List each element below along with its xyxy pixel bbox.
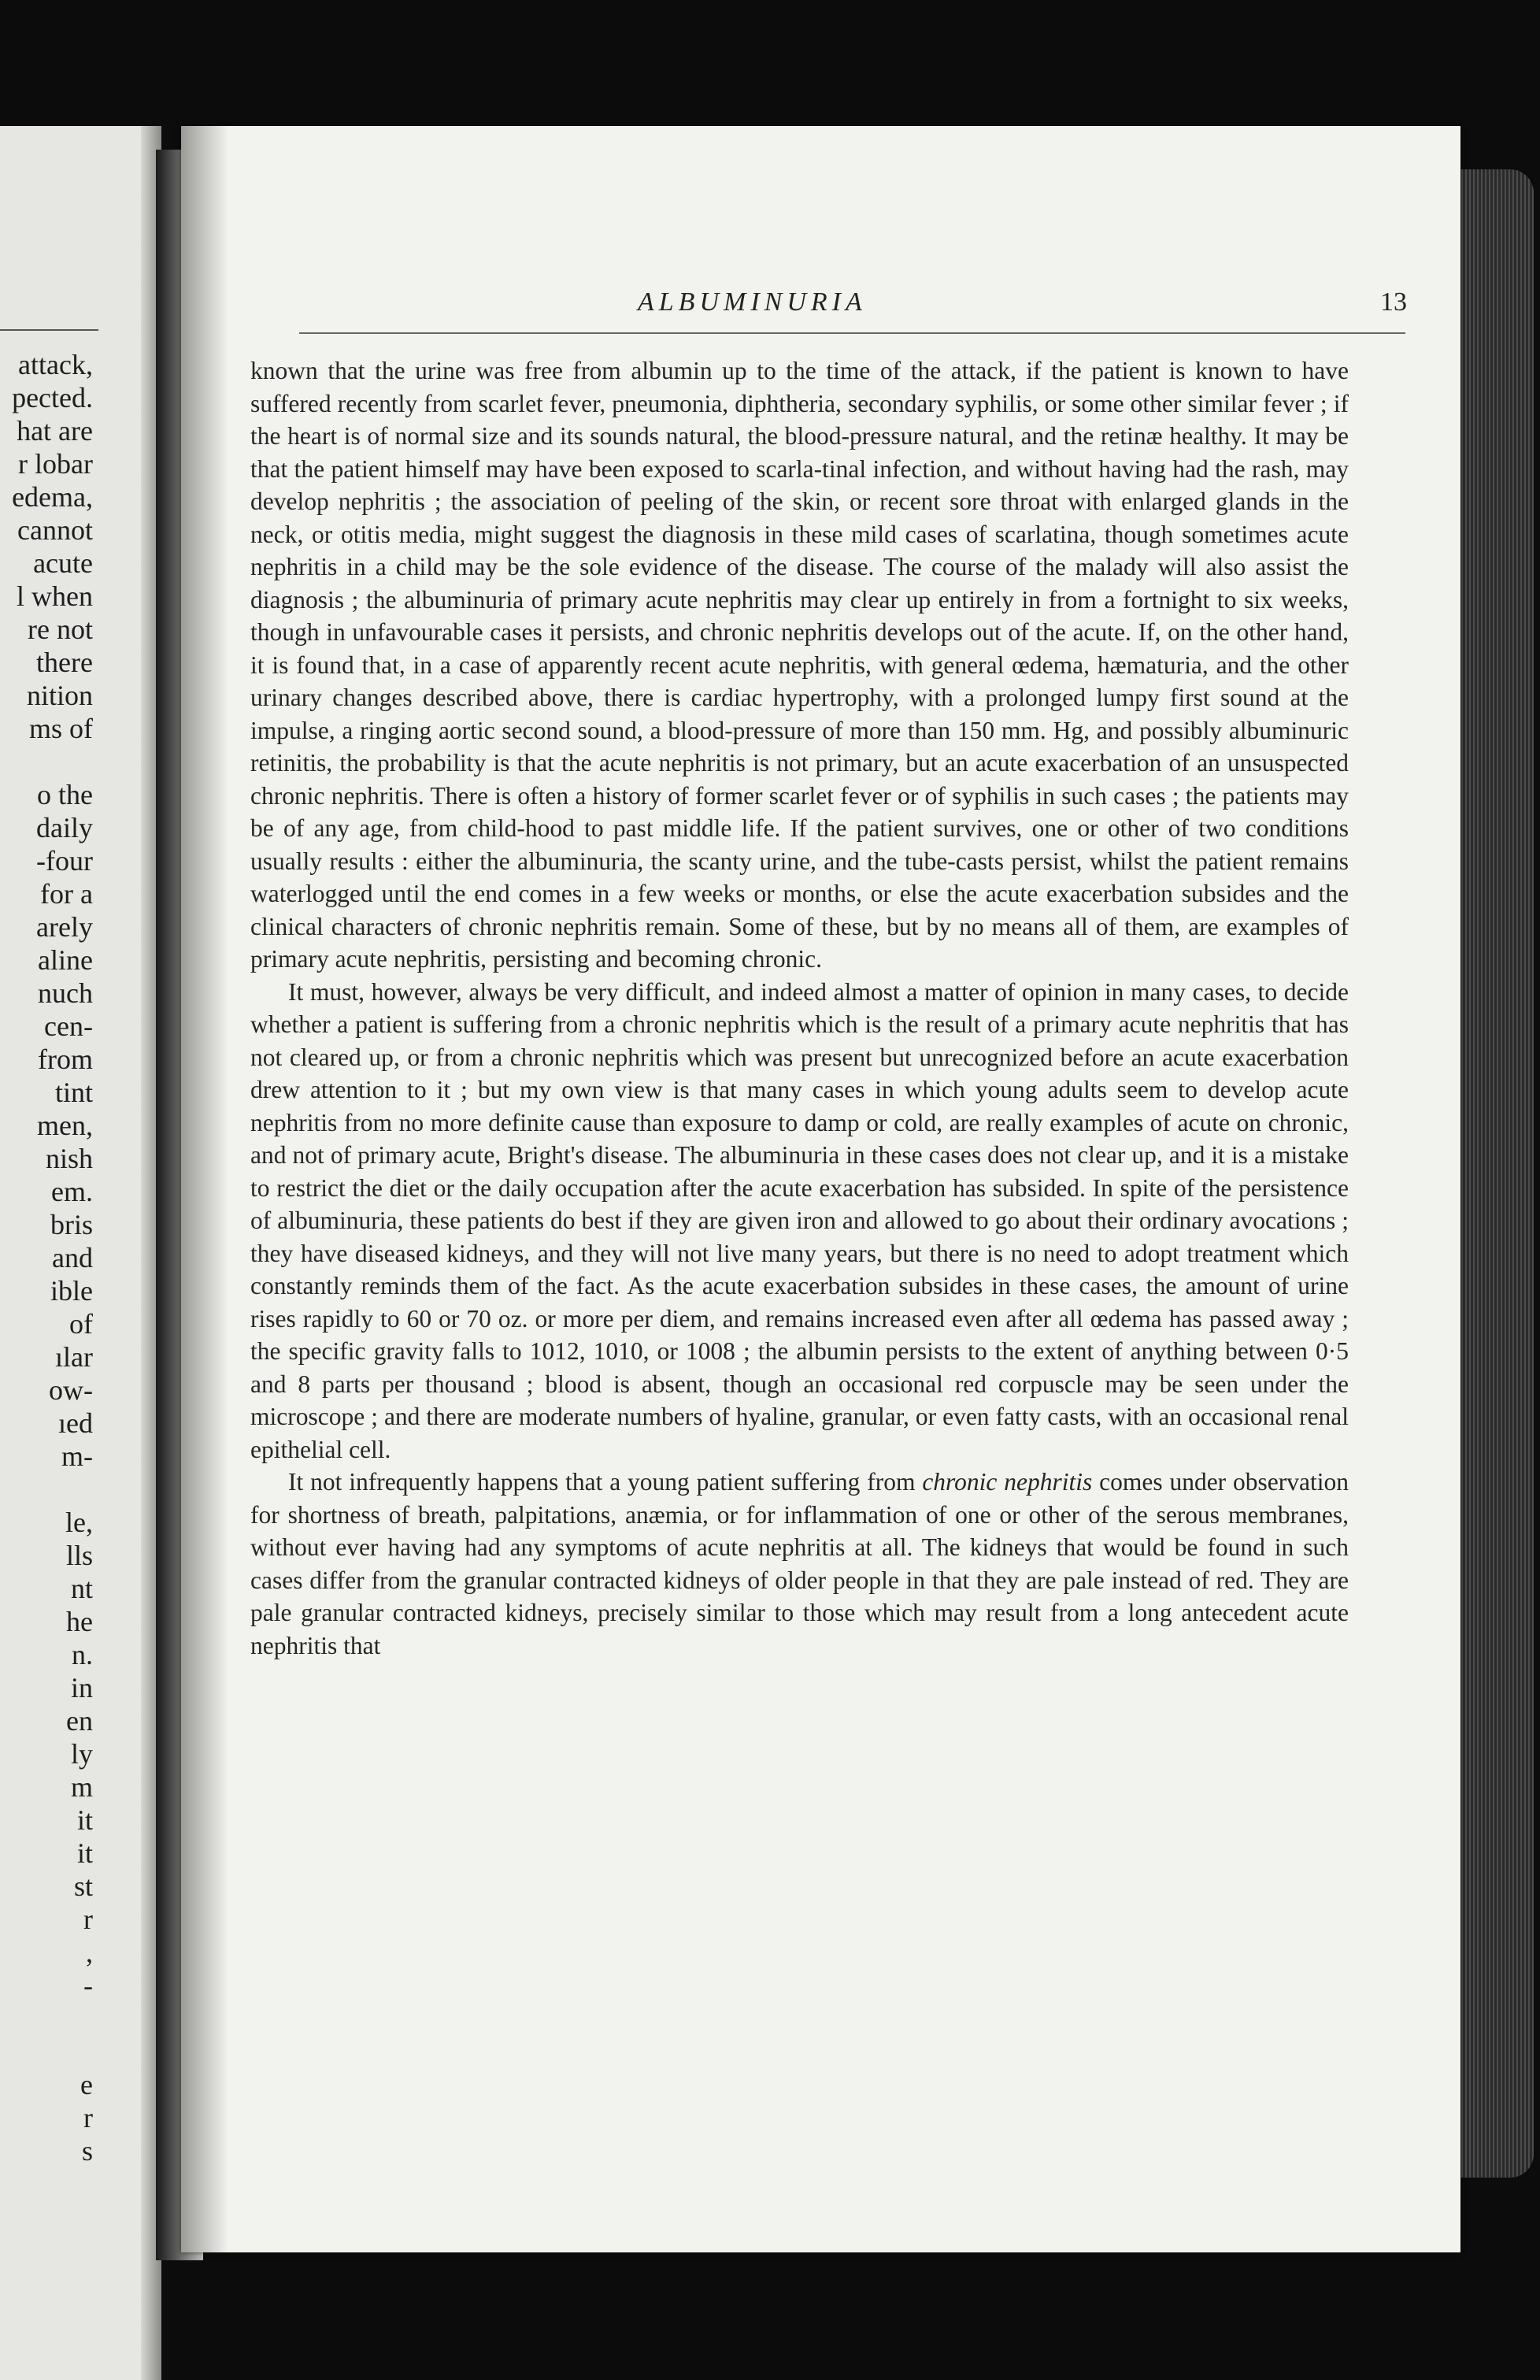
left-page-line: in: [70, 1672, 93, 1703]
left-page-line: bris: [50, 1209, 93, 1240]
book-page-edges: [1455, 169, 1534, 2178]
paragraph-text: comes under observation for shortness of breath, palpitations, anæmia, or for inflammation of one or other of the serous membranes, without ever having had any symptoms of acute nephritis at all. The kidneys that would be found in such cases differ from the granular contracted kidneys of older people in that they are pale instead of red. They are pale granular contracted kidneys, precisely similar to those which may result from a long antecedent acute nephritis that: [250, 1468, 1349, 1659]
left-page-line: ıed: [58, 1407, 93, 1439]
left-page-line: en: [66, 1705, 93, 1737]
left-page-line: tint: [54, 1077, 93, 1108]
left-page-line: [0, 745, 93, 778]
left-page-line: ow-: [49, 1374, 93, 1406]
left-page-line: -four: [36, 845, 93, 877]
left-page-line: there: [36, 647, 93, 678]
left-page-line: ible: [50, 1275, 93, 1307]
left-page-line: hat are: [17, 415, 93, 447]
paragraph: [250, 1466, 1349, 1662]
paragraph-text: It not infrequently happens that a young patient suffering from: [288, 1468, 923, 1496]
left-page-line: for a: [40, 878, 93, 910]
left-page-line: daily: [36, 812, 93, 843]
body-text: [250, 354, 1349, 1662]
running-title: ALBUMINURIA: [638, 287, 867, 317]
left-page-line: o the: [37, 779, 93, 810]
header-rule: [299, 332, 1405, 334]
paragraph: It must, however, always be very difficult, and indeed almost a matter of opinion in many cases, to decide whether a patient is suffering from a chronic nephritis which is the result of a primary acute nephritis that has not cleared up, or from a chronic nephritis which was present but unrecognized before an acute exacerbation drew attention to it ; but my own view is that many cases in which young adults seem to develop acute nephritis from no more definite cause than exposure to damp or cold, are really examples of acute on chronic, and not of primary acute, Bright's disease. The albuminuria in these cases does not clear up, and it is a mistake to restrict the diet or the daily occupation after the acute exacerbation has subsided. In spite of the persistence of albuminuria, these patients do best if they are given iron and allowed to go about their ordinary avocations ; they have diseased kidneys, and they will not live many years, but there is no need to adopt treatment which constantly reminds them of the fact. As the acute exacerbation subsides in these cases, the amount of urine rises rapidly to 60 or 70 oz. or more per diem, and remains increased even after all œdema has passed away ; the specific gravity falls to 1012, 1010, or 1008 ; the albumin persists to the extent of anything between 0·5 and 8 parts per thousand ; blood is absent, though an occasional red corpuscle may be seen under the microscope ; and there are moderate numbers of hyaline, granular, or even fatty casts, with an occasional renal epithelial cell.: [250, 977, 1349, 1463]
left-page-line: nt: [70, 1573, 93, 1604]
left-page-line: [0, 2035, 93, 2068]
left-page-line: [0, 2002, 93, 2035]
left-page-line: it: [76, 1804, 93, 1836]
left-page-line: it: [76, 1837, 93, 1869]
italic-term: chronic nephritis: [922, 1468, 1093, 1496]
running-head: [181, 287, 1460, 327]
page-number: 13: [1380, 287, 1407, 317]
left-page-line: of: [69, 1308, 93, 1340]
left-page-line: ,: [86, 1937, 93, 1968]
left-page-line: nish: [45, 1143, 93, 1174]
left-page-line: men,: [37, 1110, 93, 1141]
left-page-line: lls: [65, 1540, 93, 1571]
left-page-line: r: [83, 1904, 93, 1935]
left-page-line: -: [83, 1970, 93, 2001]
left-page-line: cannot: [17, 514, 93, 546]
left-page-line: nition: [26, 680, 93, 711]
left-page-line: aline: [38, 944, 93, 976]
left-page-line: n.: [72, 1639, 93, 1670]
left-page-line: ms of: [29, 713, 93, 744]
left-page-line: s: [81, 2135, 93, 2167]
left-page-line: edema,: [12, 481, 93, 513]
left-page-line: le,: [65, 1507, 93, 1538]
left-page-line: m: [70, 1771, 93, 1803]
left-page-line: ly: [70, 1738, 93, 1770]
left-page-line: r: [83, 2102, 93, 2133]
page-gutter-shadow: [181, 126, 228, 2252]
left-page-line: e: [80, 2069, 93, 2100]
left-page-line: from: [38, 1044, 93, 1075]
left-page-line: r lobar: [18, 448, 93, 480]
left-page-line: cen-: [44, 1010, 93, 1042]
left-page-line: l when: [17, 580, 93, 612]
left-page-line: nuch: [38, 977, 93, 1009]
left-page-header-rule: [0, 329, 98, 331]
left-page-line: acute: [33, 547, 93, 579]
left-page-line: [0, 1473, 93, 1506]
left-page-text: [0, 348, 93, 2167]
page: [181, 126, 1460, 2252]
left-page-line: he: [66, 1606, 93, 1637]
left-page-line: m-: [61, 1440, 93, 1472]
facing-page-left: [0, 126, 161, 2380]
left-page-line: st: [73, 1870, 93, 1902]
left-page-line: arely: [36, 911, 93, 943]
left-page-line: pected.: [12, 382, 93, 413]
left-page-line: and: [52, 1242, 93, 1273]
left-page-line: ılar: [55, 1341, 93, 1373]
left-page-line: attack,: [18, 349, 93, 380]
paragraph: known that the urine was free from albumin up to the time of the attack, if the patient is known to have suffered recently from scarlet fever, pneumonia, diphtheria, secondary syphilis, or some other similar fever ; if the heart is of normal size and its sounds natural, the blood-pressure natural, and the retinæ healthy. It may be that the patient himself may have been exposed to scarla-tinal infection, and without having had the rash, may develop nephritis ; the association of peeling of the skin, or recent sore throat with enlarged glands in the neck, or otitis media, might suggest the diagnosis in these mild cases of scarlatina, though sometimes acute nephritis in a child may be the sole evidence of the disease. The course of the malady will also assist the diagnosis ; the albuminuria of primary acute nephritis may clear up entirely in from a fortnight to six weeks, though in unfavourable cases it persists, and chronic nephritis develops out of the acute. If, on the other hand, it is found that, in a case of apparently recent acute nephritis, with general œdema, hæmaturia, and the other urinary changes described above, there is cardiac hypertrophy, with a prolonged lumpy first sound at the impulse, a ringing aortic second sound, a blood-pressure of more than 150 mm. Hg, and possibly albuminuric retinitis, the probability is that the acute nephritis is not primary, but an acute exacerbation of an unsuspected chronic nephritis. There is often a history of former scarlet fever or of syphilis in such cases ; the patients may be of any age, from child-hood to past middle life. If the patient survives, one or other of two conditions usually results : either the albuminuria, the scanty urine, and the tube-casts persist, whilst the patient remains waterlogged until the end comes in a few weeks or months, or else the acute exacerbation subsides and the clinical characters of chronic nephritis remain. Some of these, but by no means all of them, are examples of primary acute nephritis, persisting and becoming chronic.: [250, 357, 1349, 973]
left-page-line: re not: [28, 614, 93, 645]
left-page-line: em.: [51, 1176, 93, 1207]
